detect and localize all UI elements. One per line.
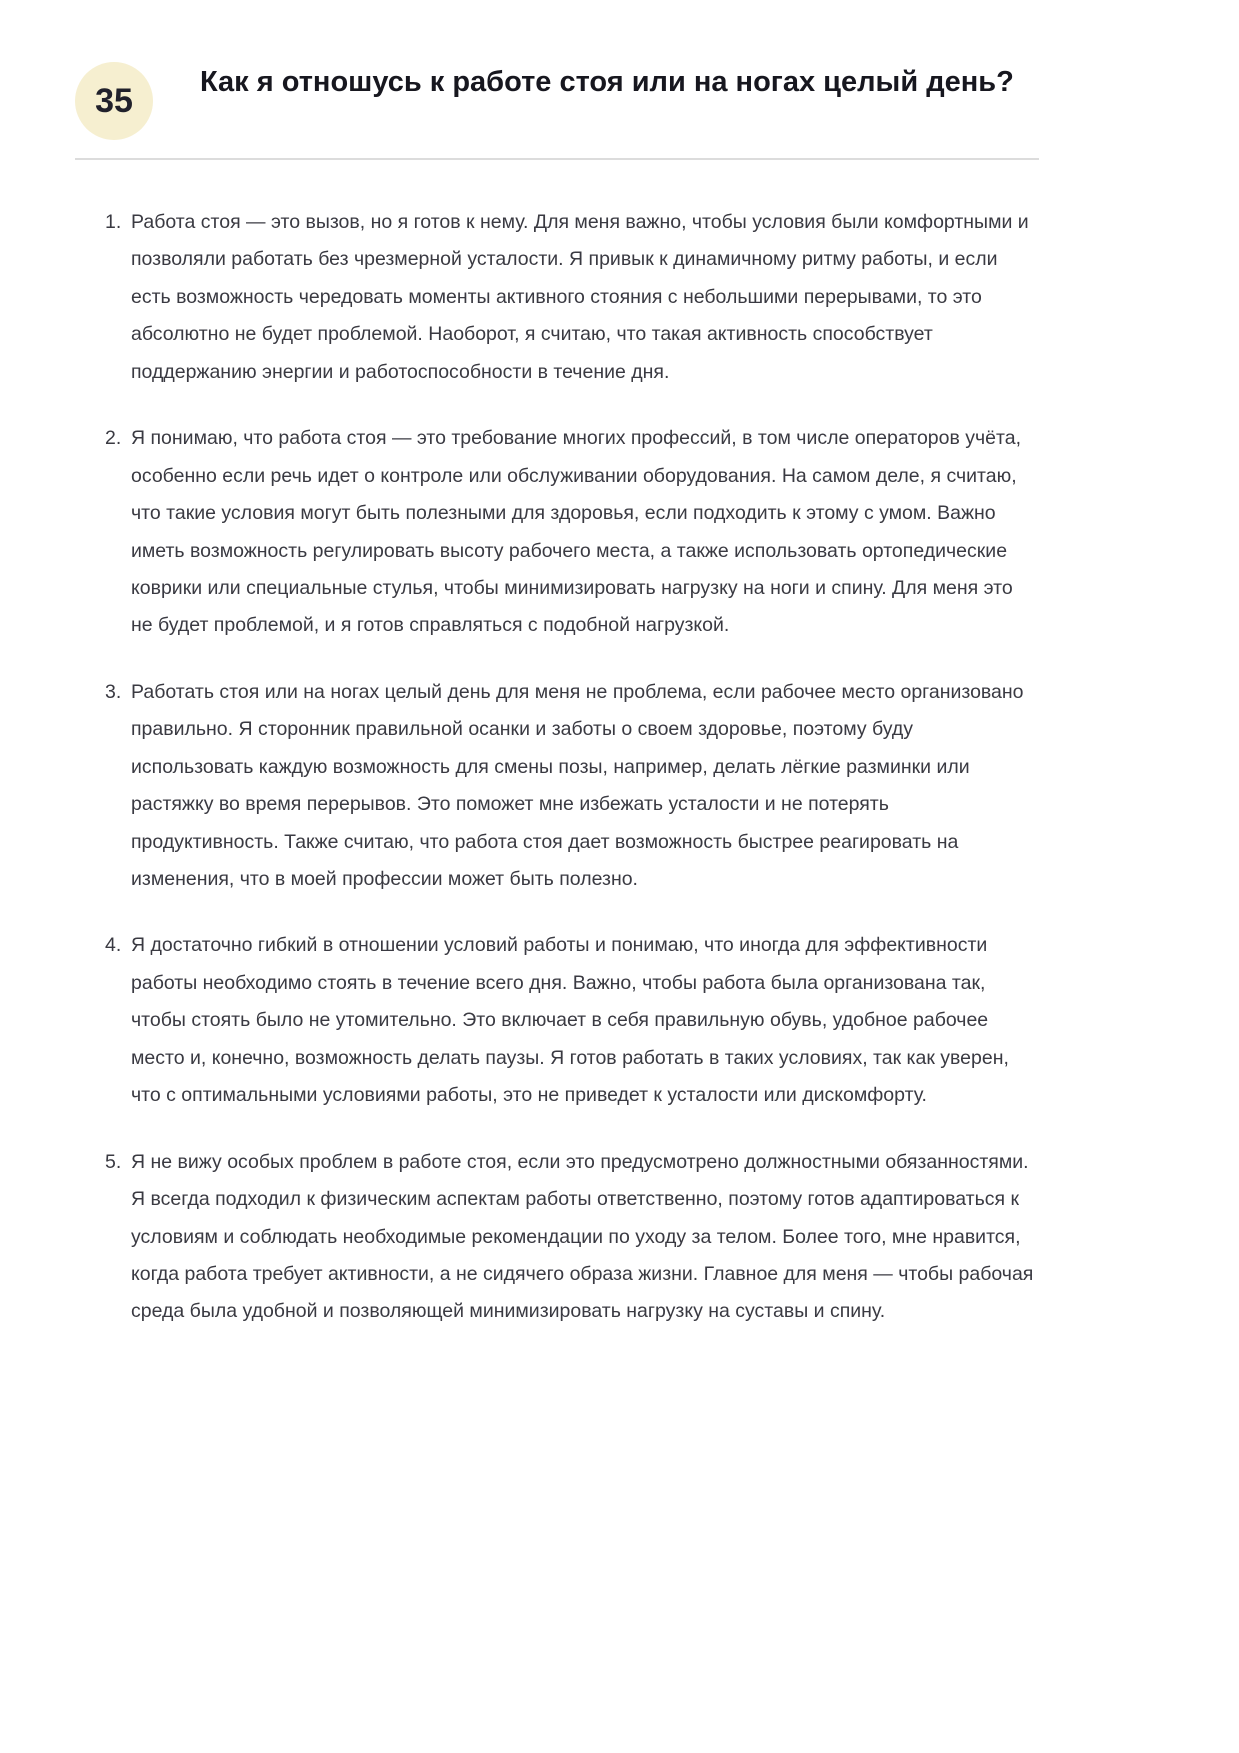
item-number: 3. [105, 680, 122, 703]
item-number: 5. [105, 1150, 122, 1173]
list-item [75, 420, 1039, 645]
item-number: 2. [105, 427, 122, 450]
item-text: Я достаточно гибкий в отношении условий работы и понимаю, что иногда для эффективности работы необходимо стоять в течение всего дня. Важно, чтобы работа была организована так, чтобы стоять было не утомительно. Это включает в себя правильную обувь, удобное рабочее место и, конечно, возможность делать паузы. Я готов работать в таких условиях, так как уверен, что с оптимальными условиями работы, это не приведет к усталости или дискомфорту. [131, 934, 1009, 1107]
question-header [75, 56, 1039, 140]
item-text: Работать стоя или на ногах целый день для меня не проблема, если рабочее место организовано правильно. Я сторонник правильной осанки и заботы о своем здоровье, поэтому буду использовать каждую возможность для смены позы, например, делать лёгкие разминки или растяжку во время перерывов. Это поможет мне избежать усталости и не потерять продуктивность. Также считаю, что работа стоя дает возможность быстрее реагировать на изменения, что в моей профессии может быть полезно. [131, 680, 1024, 890]
list-item [75, 204, 1039, 391]
answers-list [75, 204, 1039, 1331]
question-number: 35 [95, 81, 133, 120]
item-text: Работа стоя — это вызов, но я готов к нему. Для меня важно, чтобы условия были комфортными и позволяли работать без чрезмерной усталости. Я привык к динамичному ритму работы, и если есть возможность чередовать моменты активного стояния с небольшими перерывами, то это абсолютно не будет проблемой. Наоборот, я считаю, что такая активность способствует поддержанию энергии и работоспособности в течение дня. [131, 211, 1029, 383]
list-item [75, 674, 1039, 899]
list-item [75, 927, 1039, 1114]
page-title: Как я отношусь к работе стоя или на ногах целый день? [200, 66, 1014, 98]
list-item [75, 1144, 1039, 1331]
question-number-badge [75, 62, 153, 140]
item-text: Я понимаю, что работа стоя — это требование многих профессий, в том числе операторов учёта, особенно если речь идет о контроле или обслуживании оборудования. На самом деле, я считаю, что такие условия могут быть полезными для здоровья, если подходить к этому с умом. Важно иметь возможность регулировать высоту рабочего места, а также использовать ортопедические коврики или специальные стулья, чтобы минимизировать нагрузку на ноги и спину. Для меня это не будет проблемой, и я готов справляться с подобной нагрузкой. [131, 427, 1022, 637]
item-text: Я не вижу особых проблем в работе стоя, если это предусмотрено должностными обязанностями. Я всегда подходил к физическим аспектам работы ответственно, поэтому готов адаптироваться к условиям и соблюдать необходимые рекомендации по уходу за телом. Более того, мне нравится, когда работа требует активности, а не сидячего образа жизни. Главное для меня — чтобы рабочая среда была удобной и позволяющей минимизировать нагрузку на суставы и спину. [131, 1150, 1034, 1323]
item-number: 1. [105, 211, 122, 233]
header-divider [75, 158, 1039, 160]
item-number: 4. [105, 934, 122, 957]
